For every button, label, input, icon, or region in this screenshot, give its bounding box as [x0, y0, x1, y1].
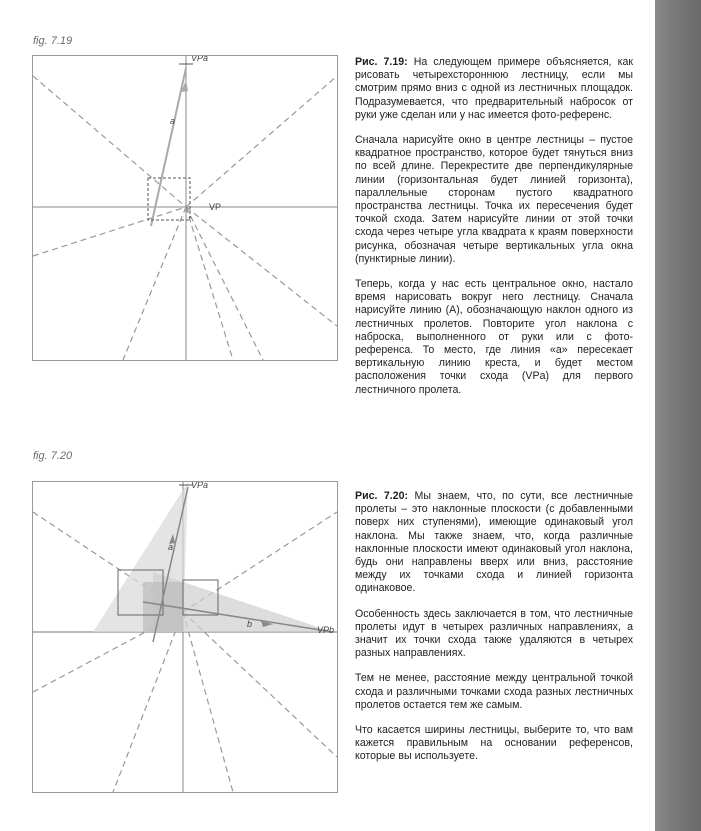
figure-7-20-diagram — [32, 481, 338, 793]
figure-7-19-diagram — [32, 55, 338, 361]
caption-lead: Рис. 7.19: — [355, 56, 408, 68]
line-b-label: b — [247, 619, 253, 629]
dashed-diagonal — [186, 76, 337, 207]
caption-paragraph: На следующем примере объясняется, как рисовать четырехстороннюю лестницу, если мы смотрим прямо вниз с одной из лестничных площадок. Подразумевается, что предварительный набросок от руки уже сделан или у нас имеется фото-референс. — [355, 56, 633, 121]
line-a-label: a — [168, 542, 174, 552]
caption-7-20 — [355, 490, 633, 776]
figure-label: fig. 7.19 — [33, 35, 73, 47]
diagram-svg — [33, 482, 337, 792]
dashed-diagonal — [186, 207, 233, 360]
caption-lead: Рис. 7.20: — [355, 490, 409, 502]
dashed-diagonal — [123, 207, 186, 360]
caption-paragraph: Сначала нарисуйте окно в центре лестницы – пустое квадратное пространство, которое будет тянуться вниз по всей длине. Перекрестите две перпендикулярные линии (горизонтальная будет линией горизонта), параллельные сторонам пустого квадратного пространства лестницы. Точка их пересечения будет точкой схода. Затем нарисуйте линии от этой точки схода через четыре угла квадрата к краям поверхности рисунка, обозначая четыре вертикальных угла окна (пунктирные линии). — [355, 134, 633, 265]
dashed-diagonal — [33, 207, 186, 256]
dashed-diagonal — [186, 207, 263, 360]
vpa-label: VPa — [191, 56, 209, 63]
vpb-label: VPb — [317, 625, 335, 635]
caption-paragraph: Мы знаем, что, по сути, все лестничные пролеты – это наклонные плоскости (с добавленными поверх них ступенями), имеющие одинаковый угол наклона. Мы также знаем, что, когда различные наклонные плоскости имеют одинаковый угол наклона, будь они направлены вверх или вниз, расстояние между их точками схода и линией горизонта одинаковое. — [355, 490, 633, 595]
dashed-diagonal — [186, 207, 337, 326]
caption-paragraph: Тем не менее, расстояние между центральной точкой схода и различными точками схода разных лестничных пролетов остается тем же самым. — [355, 672, 633, 711]
vp-label: VP — [209, 202, 222, 212]
caption-paragraph: Теперь, когда у нас есть центральное окно, настало время нарисовать вокруг него лестницу. Сначала нарисуйте линию (А), обозначающую наклон одного из лестничных пролетов. Повторите угол наклона с наброска, выполненного от руки или с фото-референса. То место, где линия «a» пересекает вертикальную линию креста, и будет местом расположения точки схода (VPa) для первого лестничного пролета. — [355, 278, 633, 396]
viewer-background — [655, 0, 701, 831]
diagram-svg — [33, 56, 337, 360]
line-a-label: a — [170, 116, 176, 126]
caption-paragraph: Что касается ширины лестницы, выберите то, что вам кажется правильным на основании референсов, которые вы используете. — [355, 724, 633, 763]
vpa-label: VPa — [191, 482, 209, 490]
figure-label: fig. 7.20 — [33, 450, 73, 462]
caption-paragraph: Особенность здесь заключается в том, что лестничные пролеты идут в четырех различных направлениях, а значит их точки схода также удаляются в четырех разных направлениях. — [355, 607, 633, 660]
dashed-diagonal — [33, 76, 186, 207]
caption-7-19 — [355, 56, 633, 409]
